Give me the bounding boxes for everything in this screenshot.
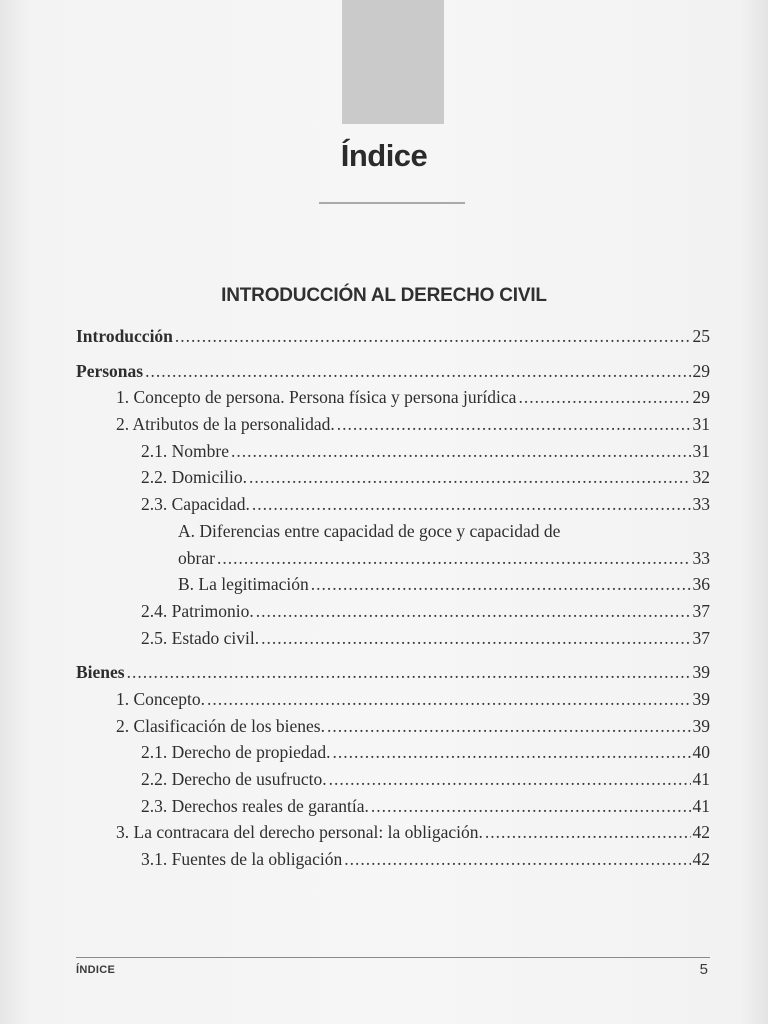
toc-entry-domicilio[interactable] — [76, 464, 710, 491]
toc-entry-page: 29 — [692, 387, 710, 408]
toc-entry-label: 2. Atributos de la personalidad. — [116, 414, 335, 435]
dot-leader — [175, 323, 691, 350]
toc-entry-label: 3. La contracara del derecho personal: la obligación. — [116, 822, 483, 843]
page-number: 5 — [699, 961, 708, 978]
toc-entry-atributos[interactable] — [76, 411, 710, 438]
toc-entry-page: 39 — [692, 662, 710, 683]
dot-leader — [252, 491, 691, 518]
toc-entry-page: 39 — [692, 688, 710, 709]
toc-entry-bienes[interactable] — [76, 659, 710, 686]
toc-entry-concepto[interactable] — [76, 686, 710, 713]
toc-entry-page: 37 — [692, 627, 710, 648]
toc-entry-label: 2.2. Domicilio. — [141, 467, 247, 488]
dot-leader — [344, 846, 690, 873]
dot-leader — [207, 686, 691, 713]
toc-entry-label: Bienes — [76, 662, 125, 683]
running-footer: ÍNDICE — [76, 964, 116, 976]
toc-entry-page: 42 — [692, 849, 710, 870]
toc-entry-page: 42 — [692, 822, 710, 843]
toc-entry-usufructo[interactable] — [76, 766, 710, 793]
dot-leader — [231, 438, 691, 465]
toc-entry-page: 33 — [692, 494, 710, 515]
dot-leader — [127, 659, 691, 686]
toc-entry-label: Personas — [76, 360, 144, 381]
dot-leader — [256, 598, 691, 625]
toc-entry-label: 2.1. Derecho de propiedad. — [141, 742, 331, 763]
toc-entry-garantia[interactable] — [76, 793, 710, 820]
toc-entry-estado-civil[interactable] — [76, 625, 710, 652]
toc-entry-page: 37 — [692, 600, 710, 621]
toc-entry-label: 2.1. Nombre — [141, 440, 229, 461]
toc-entry-page: 40 — [692, 742, 710, 763]
toc-entry-propiedad[interactable] — [76, 739, 710, 766]
toc-entry-diferencias-line2[interactable] — [76, 545, 710, 572]
toc-entry-page: 31 — [692, 414, 710, 435]
toc-entry-label: Introducción — [76, 326, 173, 346]
toc-entry-label: 2.2. Derecho de usufructo. — [141, 769, 327, 789]
toc-entry-label: B. La legitimación — [178, 574, 309, 595]
dot-leader — [327, 713, 691, 740]
chapter-tab-block — [342, 0, 444, 124]
toc-entry-label: obrar — [178, 547, 215, 568]
toc-entry-fuentes[interactable] — [76, 846, 710, 873]
toc-entry-label: 2.3. Capacidad. — [141, 494, 250, 515]
toc-entry-page: 25 — [692, 326, 710, 346]
title-underline — [319, 202, 465, 204]
dot-leader — [371, 793, 691, 820]
toc-entry-label: 2. Clasificación de los bienes. — [116, 715, 325, 736]
toc-entry-personas[interactable] — [76, 358, 710, 385]
footer-rule — [76, 957, 710, 958]
toc-entry-concepto-de-persona[interactable] — [76, 384, 710, 411]
dot-leader — [337, 411, 691, 438]
dot-leader — [329, 766, 691, 793]
toc-entry-legitimacion[interactable] — [76, 571, 710, 598]
toc-entry-contracara[interactable] — [76, 819, 710, 846]
page-title: Índice — [340, 138, 428, 173]
toc-entry-page: 41 — [692, 795, 710, 816]
toc-entry-capacidad[interactable] — [76, 491, 710, 518]
toc-entry-label: 2.5. Estado civil. — [141, 627, 260, 648]
toc-entry-page: 29 — [692, 360, 710, 381]
toc-entry-label: 1. Concepto. — [116, 688, 205, 709]
toc-entry-nombre[interactable] — [76, 438, 710, 465]
toc-entry-diferencias-line1[interactable]: A. Diferencias entre capacidad de goce y capacidad de — [178, 520, 561, 541]
dot-leader — [217, 545, 691, 572]
dot-leader — [518, 384, 690, 411]
toc-entry-page: 31 — [692, 440, 710, 461]
dot-leader — [145, 358, 690, 385]
toc-entry-page: 41 — [692, 769, 710, 789]
toc-entry-page: 39 — [692, 715, 710, 736]
toc-entry-label: 2.4. Patrimonio. — [141, 600, 254, 621]
toc-entry-clasificacion[interactable] — [76, 713, 710, 740]
toc-entry-label: 1. Concepto de persona. Persona física y persona jurídica — [116, 387, 517, 408]
table-of-contents — [76, 323, 710, 873]
toc-entry-introduccion[interactable] — [76, 323, 710, 350]
toc-entry-page: 32 — [692, 467, 710, 488]
dot-leader — [261, 625, 690, 652]
dot-leader — [333, 739, 691, 766]
dot-leader — [249, 464, 691, 491]
toc-entry-patrimonio[interactable] — [76, 598, 710, 625]
section-title: INTRODUCCIÓN AL DERECHO CIVIL — [221, 285, 547, 306]
dot-leader — [485, 819, 691, 846]
toc-entry-page: 33 — [692, 547, 710, 568]
toc-entry-label: 2.3. Derechos reales de garantía. — [141, 795, 369, 816]
dot-leader — [311, 571, 691, 598]
toc-entry-label: 3.1. Fuentes de la obligación — [141, 849, 343, 870]
toc-entry-page: 36 — [692, 574, 710, 595]
